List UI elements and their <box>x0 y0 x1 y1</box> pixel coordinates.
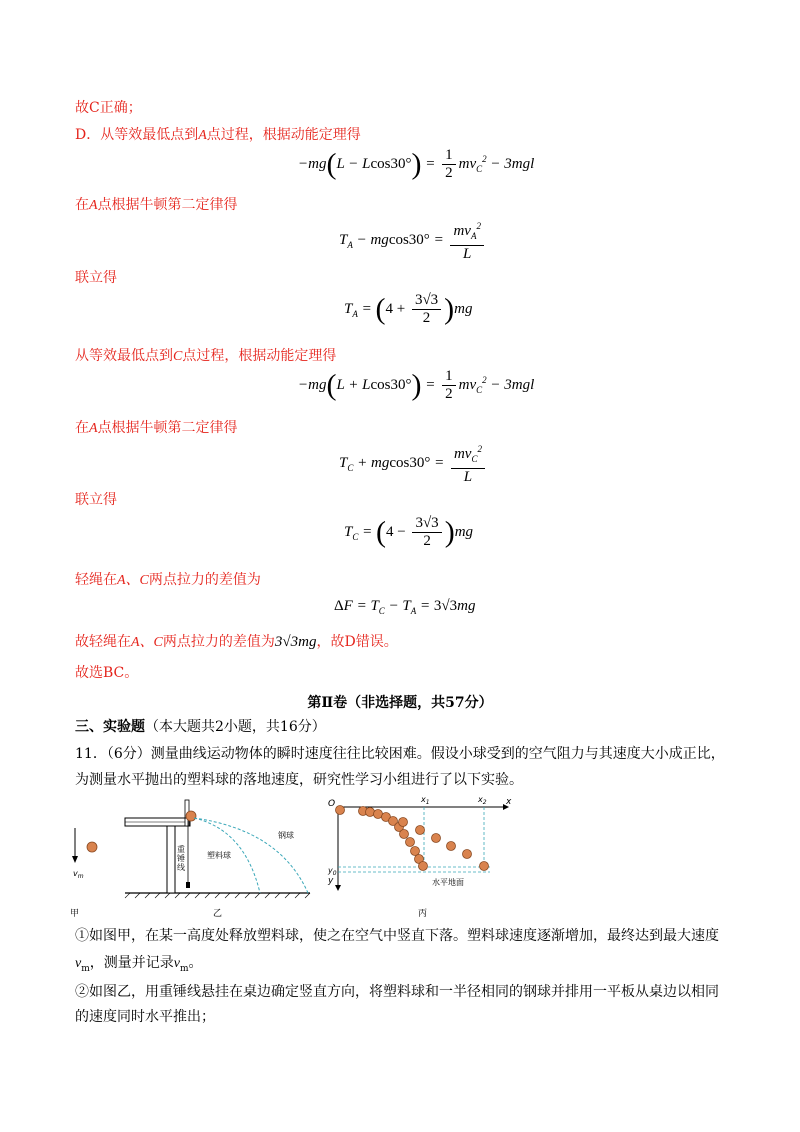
experiment-figure <box>70 790 520 920</box>
step2-line1: ②如图乙，用重锤线悬挂在桌边确定竖直方向，将塑料球和一半径相同的钢球并排用一平板从桌边以相同 <box>75 984 719 1000</box>
text-energy-c-2: 点过程，根据动能定理得 <box>182 348 337 364</box>
text-difference <box>75 569 261 589</box>
label-bing: 丙 <box>418 909 428 919</box>
equation-delta-f: $\Delta F = T_C - T_A = 3√3mg$ <box>334 598 476 616</box>
x1-label: $x_1$ <box>421 795 430 806</box>
text-energy-c-point: C <box>173 349 183 364</box>
figure-bing <box>327 795 512 891</box>
part3-heading <box>75 716 326 736</box>
text-conclusion-d-1: 故轻绳在 <box>75 634 131 650</box>
q11-line2: 为测量水平抛出的塑料球的落地速度，研究性学习小组进行了以下实验。 <box>75 772 523 788</box>
text-d-part1: D．从等效最低点到 <box>75 127 199 143</box>
text-newton-c-1: 在 <box>75 420 89 436</box>
text-d-point: A <box>198 128 207 143</box>
label-jia: 甲 <box>70 909 80 919</box>
trajectory-points <box>336 806 489 871</box>
equation-energy-c: −mg(L + Lcos30°) = $\frac{1}{2}$ $mv_C^2 - 3mgl$ <box>298 368 535 402</box>
q11-line1: 11．（6分）测量曲线运动物体的瞬时速度往往比较困难。假设小球受到的空气阻力与其速度大小成正比， <box>75 746 725 762</box>
plastic-ball-label: 塑料球 <box>207 851 231 860</box>
text-d-part2: 点过程，根据动能定理得 <box>206 127 361 143</box>
step1-line1: ①如图甲，在某一高度处释放塑料球，使之在空气中竖直下落。塑料球速度逐渐增加，最终达到最大速度 <box>75 928 719 944</box>
origin-label: O <box>328 799 336 809</box>
part3-note: （本大题共2小题，共16分） <box>145 719 326 735</box>
vm-symbol-1: v <box>75 956 82 971</box>
equation-energy-a: −mg(L − Lcos30°) = $\frac{1}{2}$ $mv_C^2 - 3mgl$ <box>298 147 535 181</box>
text-newton-a-1: 在 <box>75 197 89 213</box>
vm-sub-1: m <box>81 963 90 974</box>
step1-record: ，测量并记录 <box>89 955 174 971</box>
equation-tc: $T_C = (4$ − $\frac{3√3}{2}$ )mg <box>344 515 474 549</box>
text-conclusion-d-points: A、C <box>131 635 163 650</box>
text-combine-1: 联立得 <box>75 270 117 286</box>
equation-newton-a: $T_A - mgcos30^\circ$ = $\frac{mv_A^2}{L}$ <box>339 218 487 263</box>
text-energy-c-1: 从等效最低点到 <box>75 348 173 364</box>
y-axis-label: y <box>328 876 334 886</box>
text-conclusion-d-2: 两点拉力的差值为 <box>162 634 275 650</box>
text-combine-2: 联立得 <box>75 492 117 508</box>
fig-jia-vm: $v_m$ <box>73 869 84 880</box>
text-conclusion-d <box>75 631 398 651</box>
vm-sub-2: m <box>179 963 189 974</box>
text-conclusion-c: 故C正确； <box>75 100 142 116</box>
text-newton-a-2: 点根据牛顿第二定律得 <box>97 197 238 213</box>
text-conclusion-d-value: 3√3mg <box>274 634 317 650</box>
part3-title: 三、实验题 <box>75 719 145 735</box>
text-difference-1: 轻绳在 <box>75 572 117 588</box>
text-newton-c-2: 点根据牛顿第二定律得 <box>97 420 238 436</box>
text-newton-a <box>75 194 238 214</box>
steel-ball-label: 钢球 <box>278 831 294 840</box>
figure-yi <box>125 800 310 898</box>
text-newton-c-point: A <box>89 421 98 436</box>
ground-label: 水平地面 <box>432 878 464 887</box>
equation-newton-c: $T_C + mgcos30^\circ$ = $\frac{mv_C^2}{L}$ <box>339 441 488 486</box>
step1-period: 。 <box>188 955 203 971</box>
x-axis-label: x <box>506 797 512 807</box>
text-answer: 故选BC。 <box>75 665 139 681</box>
text-conclusion-d-3: ，故D错误。 <box>316 634 398 650</box>
figure-jia <box>72 828 97 880</box>
plastic-ball-launch <box>186 811 196 821</box>
vm-symbol-2: v <box>173 956 180 971</box>
plumb-line-label: 重锤线 <box>177 845 185 872</box>
text-newton-c <box>75 417 238 437</box>
plastic-ball-falling <box>87 842 97 852</box>
text-difference-points: A、C <box>117 573 149 588</box>
text-difference-2: 两点拉力的差值为 <box>148 572 261 588</box>
text-energy-c <box>75 345 336 365</box>
step1-line2 <box>75 952 203 974</box>
text-d-intro <box>75 124 361 144</box>
section-heading: 第Ⅱ卷（非选择题，共57分） <box>307 695 493 711</box>
step2-line2: 的速度同时水平推出； <box>75 1009 215 1025</box>
equation-ta: $T_A = (4$ + $\frac{3√3}{2}$ )mg <box>344 292 473 326</box>
text-newton-a-point: A <box>89 198 98 213</box>
label-yi: 乙 <box>213 909 223 919</box>
y0-label: $y_0$ <box>328 866 337 877</box>
x2-label: $x_2$ <box>478 795 487 806</box>
